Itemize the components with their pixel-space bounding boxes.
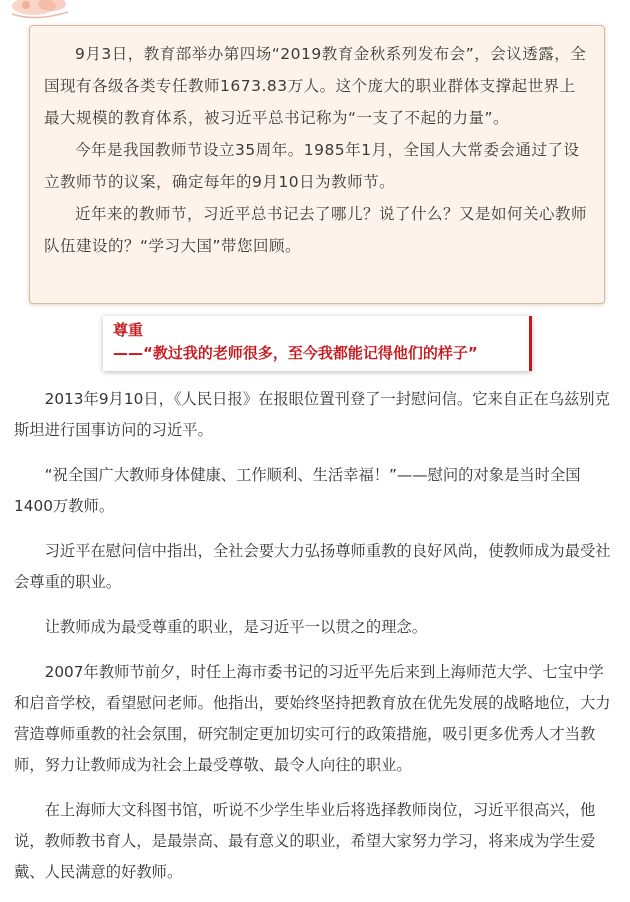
article-paragraph: 2007年教师节前夕，时任上海市委书记的习近平先后来到上海师范大学、七宝中学和启音学校，看望慰问老师。他指出，要始终坚持把教育放在优先发展的战略地位，大力营造尊师重教的社会氛围，研究制定更加切实可行的政策措施，吸引更多优秀人才当教师，努力让教师成为社会上最受尊敬、最令人向往的职业。: [14, 663, 611, 774]
section-heading: [103, 316, 532, 371]
intro-paragraph: 近年来的教师节，习近平总书记去了哪儿？说了什么？又是如何关心教师队伍建设的？“学习大国”带您回顾。: [44, 205, 588, 255]
article-paragraph: “祝全国广大教师身体健康、工作顺利、生活幸福！”——慰问的对象是当时全国1400万教师。: [14, 466, 581, 515]
intro-summary-box: [29, 25, 605, 304]
article-paragraph: 2013年9月10日，《人民日报》在报眼位置刊登了一封慰问信。它来自正在乌兹别克斯坦进行国事访问的习近平。: [14, 390, 610, 439]
intro-paragraph: 9月3日，教育部举办第四场“2019教育金秋系列发布会”，会议透露，全国现有各级各类专任教师1673.83万人。这个庞大的职业群体支撑起世界上最大规模的教育体系，被习近平总书记称为“一支了不起的力量”。: [44, 45, 587, 127]
section-title: 尊重: [113, 321, 144, 339]
section-subtitle: ——“教过我的老师很多，至今我都能记得他们的样子”: [113, 344, 478, 362]
flower-decoration-icon: [6, 0, 86, 24]
article-paragraph: 在上海师大文科图书馆，听说不少学生毕业后将选择教师岗位，习近平很高兴，他说，教师教书育人，是最崇高、最有意义的职业，希望大家努力学习，将来成为学生爱戴、人民满意的好教师。: [14, 801, 596, 881]
article-paragraph: 习近平在慰问信中指出，全社会要大力弘扬尊师重教的良好风尚，使教师成为最受社会尊重的职业。: [14, 542, 611, 591]
intro-paragraph: 今年是我国教师节设立35周年。1985年1月，全国人大常委会通过了设立教师节的议案，确定每年的9月10日为教师节。: [44, 141, 580, 191]
article-body: [14, 384, 618, 902]
article-paragraph: 让教师成为最受尊重的职业，是习近平一以贯之的理念。: [44, 618, 428, 636]
